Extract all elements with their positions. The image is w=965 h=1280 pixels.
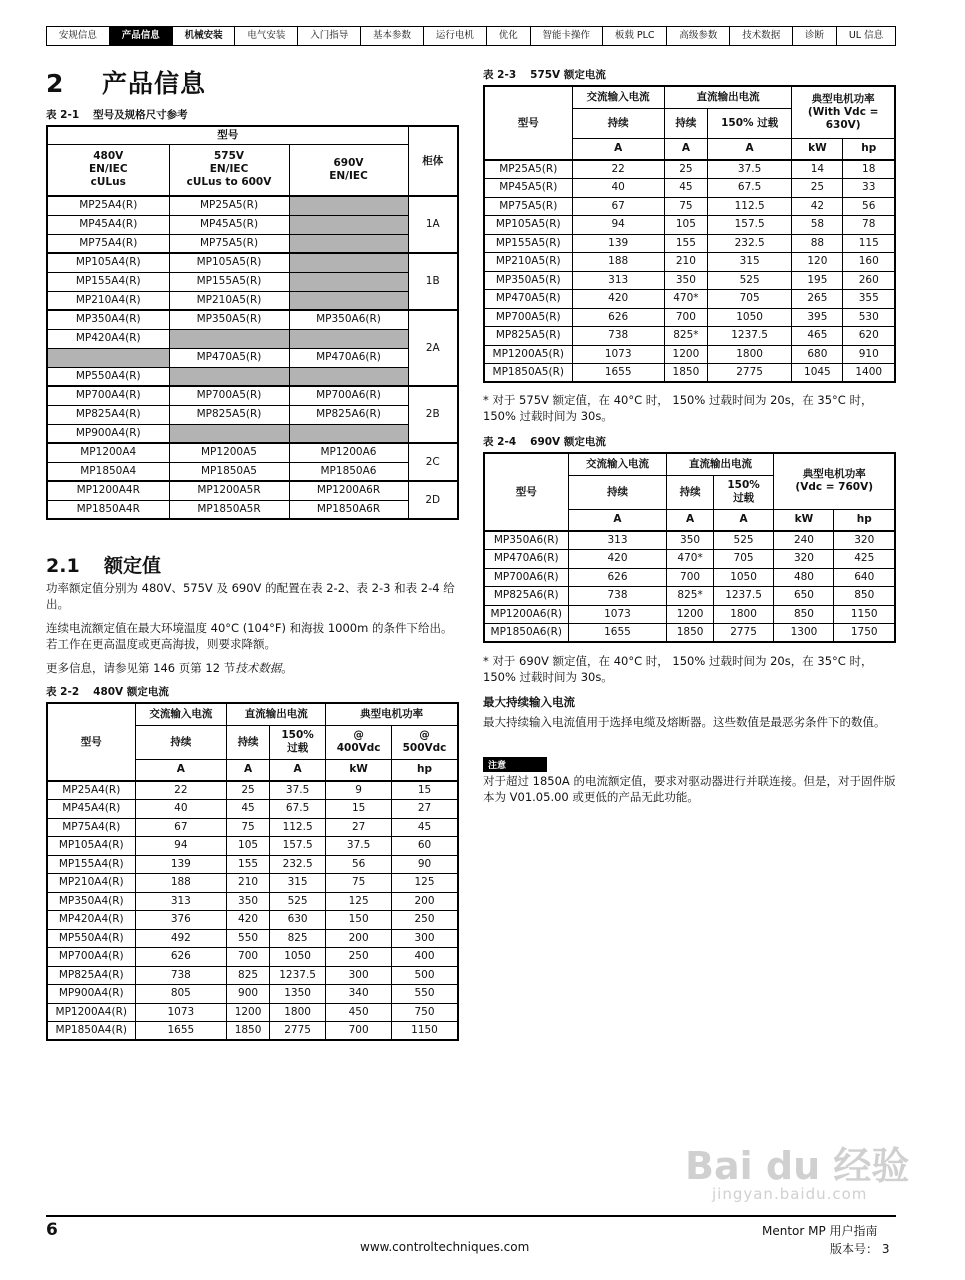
page-number: 6 [46,1220,58,1240]
table-row: MP1850A5(R) 1655 1850 2775 1045 1400 [484,364,895,383]
table-2-4-footnote: * 对于 690V 额定值，在 40°C 时， 150% 过载时间为 20s，在 35°C 时，150% 过载时间为 30s。 [483,654,873,684]
nav-tab-13[interactable]: UL 信息 [848,30,884,41]
table-row: MP420A4(R) [47,329,458,348]
table-row: MP550A4(R) [47,367,458,386]
table-row: MP45A5(R) 40 45 67.5 25 33 [484,179,895,198]
nav-tab-2[interactable]: 机械安装 [173,27,236,45]
nav-tab-6[interactable]: 运行电机 [424,27,487,45]
table-row: MP550A4(R) 492 550 825 200 300 [47,929,458,948]
frame-cell: 2B [408,386,458,443]
nav-tab-4[interactable]: 入门指导 [298,27,361,45]
table-row: MP700A5(R) 626 700 1050 395 530 [484,308,895,327]
table-row: MP470A6(R) 420 470* 705 320 425 [484,550,895,569]
table-row: MP1200A4 MP1200A5 MP1200A6 2C [47,443,458,462]
table-row: MP1200A4R MP1200A5R MP1200A6R 2D [47,481,458,500]
table-row: MP825A5(R) 738 825* 1237.5 465 620 [484,327,895,346]
table-2-4: 型号 交流输入电流 直流输出电流 典型电机功率 (Vdc = 760V) 持续 持续 150% 过载 A A A kW hp MP350A6(R) 313 350 525 240 320 MP470A6(R) 420 470* 705 320 425 MP700A6(R) 626 700 1050 480 640 MP825A6(R) 738 825* 1237.5 650 850 MP1200A6(R) 1073 1200 1800 850 1150 MP1850A6(R) 1655 1850 2775 1300 1750 [483,452,896,643]
chapter-title: 产品信息 [102,69,207,98]
table-row: MP1200A5(R) 1073 1200 1800 680 910 [484,345,895,364]
table-row: MP210A5(R) 188 210 315 120 160 [484,253,895,272]
table-row: MP155A4(R) MP155A5(R) [47,272,458,291]
th-frame: 柜体 [408,126,458,196]
table-row: MP700A6(R) 626 700 1050 480 640 [484,568,895,587]
table-row: MP420A4(R) 376 420 630 150 250 [47,911,458,930]
table-row: MP900A4(R) [47,424,458,443]
table-row: MP700A4(R) 626 700 1050 250 400 [47,948,458,967]
table-row: MP155A4(R) 139 155 232.5 56 90 [47,855,458,874]
nav-tab-7[interactable]: 优化 [487,27,531,45]
paragraph-3: 更多信息，请参见第 146 页第 12 节技术数据。 [46,661,293,675]
note-badge: 注意 [483,757,547,772]
table-2-2: 型号 交流输入电流 直流输出电流 典型电机功率 持续 持续 150% 过载 @ 400Vdc @ 500Vdc A A A kW hp MP25A4(R) 22 25 37.5 9 15 MP45A4(R) 40 45 67.5 15 27 MP75A4(R) 67 75 112.5 27 45 MP105A4(R) 94 105 157.5 37.5 60 MP155A4(R) 139 155 232.5 56 90 MP210A4(R) 188 210 315 75 125 MP350A4(R) 313 350 525 125 200 MP420A4(R) 376 420 630 150 250 MP550A4(R) 492 550 825 200 300 MP700A4(R) 626 700 1050 250 400 MP825A4(R) 738 825 1237.5 300 500 MP900A4(R) 805 900 1350 340 550 MP1200A4(R) 1073 1200 1800 450 750 MP1850A4(R) 1655 1850 2775 700 1150 [46,702,459,1041]
table-row: MP45A4(R) 40 45 67.5 15 27 [47,800,458,819]
table-row: MP105A5(R) 94 105 157.5 58 78 [484,216,895,235]
table-2-3: 型号 交流输入电流 直流输出电流 典型电机功率 (With Vdc = 630V) 持续 持续 150% 过载 A A A kW hp MP25A5(R) 22 25 37.5 14 18 MP45A5(R) 40 45 67.5 25 33 MP75A5(R) 67 75 112.5 42 56 MP105A5(R) 94 105 157.5 58 78 MP155A5(R) 139 155 232.5 88 115 MP210A5(R) 188 210 315 120 160 MP350A5(R) 313 350 525 195 260 MP470A5(R) 420 470* 705 265 355 MP700A5(R) 626 700 1050 395 530 MP825A5(R) 738 825* 1237.5 465 620 MP1200A5(R) 1073 1200 1800 680 910 MP1850A5(R) 1655 1850 2775 1045 1400 [483,85,896,383]
nav-tab-0[interactable]: 安规信息 [47,27,110,45]
section-heading: 2.1 额定值 [46,555,162,577]
table-row: MP75A4(R) 67 75 112.5 27 45 [47,818,458,837]
table-row: MP155A5(R) 139 155 232.5 88 115 [484,234,895,253]
table-2-1-caption: 表 2-1 型号及规格尺寸参考 [46,109,188,121]
nav-tab-12[interactable]: 诊断 [793,27,837,45]
table-row: MP25A5(R) 22 25 37.5 14 18 [484,160,895,179]
table-row: MP105A4(R) MP105A5(R) 1B [47,253,458,272]
table-2-3-caption: 表 2-3 575V 额定电流 [483,69,606,81]
nav-tab-5[interactable]: 基本参数 [361,27,424,45]
nav-tab-1[interactable]: 产品信息 [110,27,173,45]
nav-tab-11[interactable]: 技术数据 [730,27,793,45]
table-2-3-footnote: * 对于 575V 额定值，在 40°C 时， 150% 过载时间为 20s，在 35°C 时，150% 过载时间为 30s。 [483,393,873,423]
nav-tab-9[interactable]: 板载 PLC [603,27,668,45]
table-row: MP1850A4R MP1850A5R MP1850A6R [47,500,458,519]
page-title [46,64,206,100]
table-row: MP25A4(R) MP25A5(R) 1A [47,196,458,215]
footer-title: Mentor MP 用户指南 [762,1224,878,1238]
table-row: MP825A4(R) 738 825 1237.5 300 500 [47,966,458,985]
table-2-1: 型号 柜体 480V EN/IEC cULus 575V EN/IEC cULus to 600V 690V EN/IEC MP25A4(R) MP25A5(R) 1A MP45A4(R) MP45A5(R) MP75A4(R) MP75A5(R) MP105A4(R) MP105A5(R) 1B MP155A4(R) MP155A5(R) MP210A4(R) MP210A5(R) MP350A4(R) MP350A5(R) MP350A6(R) 2A MP420A4(R) MP470A5(R) MP470A6(R) MP550A4(R) MP700A4(R) MP700A5(R) MP700A6(R) 2B MP825A4(R) MP825A5(R) MP825A6(R) MP900A4(R) MP1200A4 MP1200A5 MP1200A6 2C MP1850A4 MP1850A5 MP1850A6 MP1200A4R MP1200A5R MP1200A6R 2D MP1850A4R MP1850A5R MP1850A6R [46,125,459,520]
table-row: MP1850A4 MP1850A5 MP1850A6 [47,462,458,481]
watermark-logo: Bai du 经验 [685,1144,910,1188]
table-2-2-caption: 表 2-2 480V 额定电流 [46,686,169,698]
table-row: MP105A4(R) 94 105 157.5 37.5 60 [47,837,458,856]
table-row: MP825A4(R) MP825A5(R) MP825A6(R) [47,405,458,424]
nav-tab-8[interactable]: 智能卡操作 [531,27,603,45]
footer-rule [46,1215,896,1217]
table-row: MP900A4(R) 805 900 1350 340 550 [47,985,458,1004]
table-row: MP1850A6(R) 1655 1850 2775 1300 1750 [484,624,895,643]
table-row: MP75A4(R) MP75A5(R) [47,234,458,253]
frame-cell: 2A [408,310,458,386]
table-row: MP700A4(R) MP700A5(R) MP700A6(R) 2B [47,386,458,405]
chapter-number: 2 [46,69,65,98]
nav-tab-10[interactable]: 高级参数 [667,27,730,45]
footer-version: 版本号： 3 [830,1242,890,1256]
table-row: MP350A6(R) 313 350 525 240 320 [484,531,895,550]
table-row: MP45A4(R) MP45A5(R) [47,215,458,234]
table-row: MP1200A4(R) 1073 1200 1800 450 750 [47,1003,458,1022]
paragraph-1: 功率额定值分别为 480V、575V 及 690V 的配置在表 2-2、表 2-3 和表 2-4 给出。 [46,581,455,611]
max-input-heading: 最大持续输入电流 [483,695,575,709]
table-row: MP1850A4(R) 1655 1850 2775 700 1150 [47,1022,458,1041]
frame-cell: 2D [408,481,458,519]
table-row: MP350A4(R) MP350A5(R) MP350A6(R) 2A [47,310,458,329]
note-text: 对于超过 1850A 的电流额定值，要求对驱动器进行并联连接。但是，对于固件版本为 V01.05.00 或更低的产品无此功能。 [483,774,896,804]
th-model: 型号 [47,126,408,144]
table-2-4-caption: 表 2-4 690V 额定电流 [483,436,606,448]
table-row: MP825A6(R) 738 825* 1237.5 650 850 [484,587,895,606]
watermark-url: jingyan.baidu.com [712,1185,868,1203]
paragraph-2: 连续电流额定值在最大环境温度 40°C (104°F) 和海拔 1000m 的条件下给出。若工作在更高温度或更高海拔，则要求降额。 [46,621,453,651]
max-input-text: 最大持续输入电流值用于选择电缆及熔断器。这些数值是最恶劣条件下的数值。 [483,715,886,729]
table-row: MP470A5(R) 420 470* 705 265 355 [484,290,895,309]
table-row: MP350A5(R) 313 350 525 195 260 [484,271,895,290]
footer-url[interactable]: www.controltechniques.com [360,1240,530,1254]
table-row: MP210A4(R) 188 210 315 75 125 [47,874,458,893]
chapter-nav [46,26,896,46]
table-row: MP25A4(R) 22 25 37.5 9 15 [47,781,458,800]
table-row: MP75A5(R) 67 75 112.5 42 56 [484,197,895,216]
nav-tab-3[interactable]: 电气安装 [235,27,298,45]
frame-cell: 1A [408,196,458,253]
frame-cell: 2C [408,443,458,481]
frame-cell: 1B [408,253,458,310]
table-row: MP1200A6(R) 1073 1200 1800 850 1150 [484,605,895,624]
table-row: MP470A5(R) MP470A6(R) [47,348,458,367]
table-row: MP350A4(R) 313 350 525 125 200 [47,892,458,911]
table-row: MP210A4(R) MP210A5(R) [47,291,458,310]
link-tech-data[interactable]: 技术数据 [235,661,282,675]
